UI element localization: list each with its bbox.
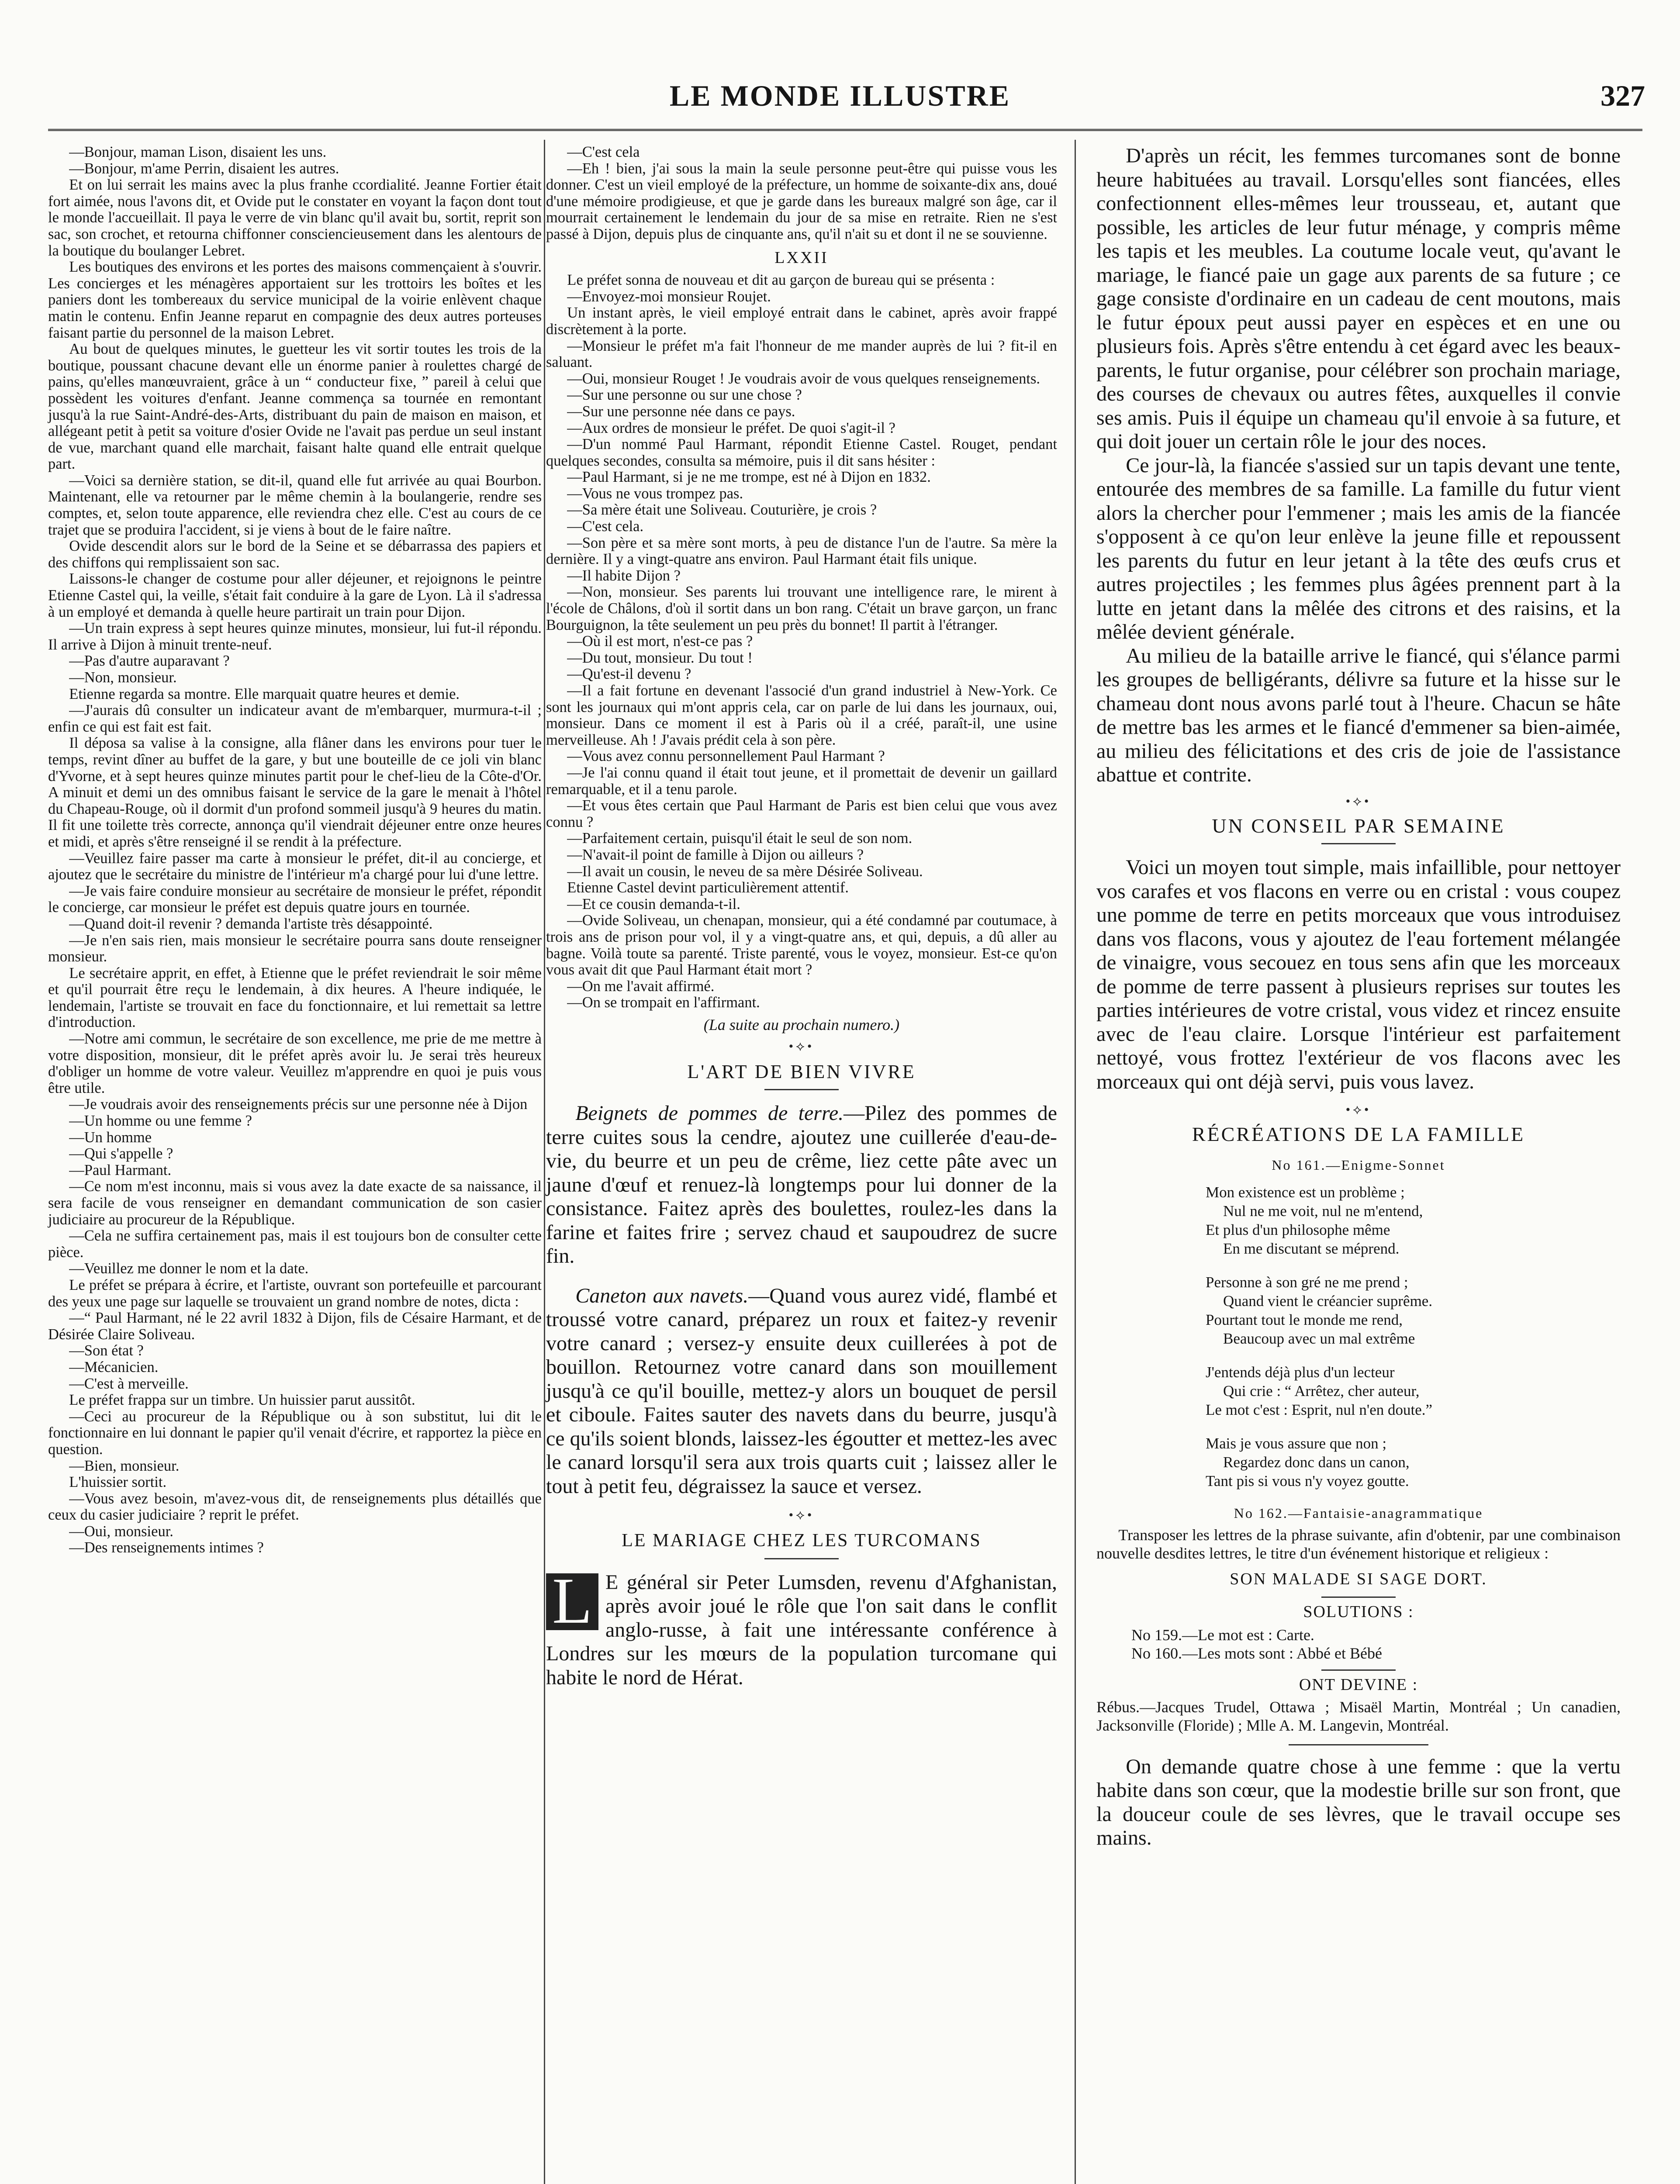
conseil-heading: UN CONSEIL PAR SEMAINE bbox=[1212, 814, 1505, 837]
paragraph: —Oui, monsieur. bbox=[69, 1523, 173, 1540]
paragraph: —Veuillez me donner le nom et la date. bbox=[69, 1260, 309, 1277]
paragraph: —Je vais faire conduire monsieur au secrétaire de monsieur le préfet, répondit le concierge, car monsieur le préfet est depuis quatre jours en tournée. bbox=[48, 882, 542, 916]
paragraph: —Ce nom m'est inconnu, mais si vous avez la date exacte de sa naissance, il sera facile de vous renseigner en demandant communication de son casier judiciaire au procureur de la République. bbox=[48, 1178, 542, 1228]
paragraph: —Notre ami commun, le secrétaire de son excellence, me prie de me mettre à votre disposition, monsieur, dit le préfet après avoir lu. Je serai très heureux d'obliger un homme de votre valeur. Veuillez m'apprendre en quoi je puis vous être utile. bbox=[48, 1030, 542, 1096]
paragraph: Un instant après, le vieil employé entrait dans le cabinet, après avoir frappé discrètement à la porte. bbox=[546, 304, 1057, 338]
paragraph: L'huissier sortit. bbox=[69, 1474, 167, 1491]
paragraph: —Bonjour, m'ame Perrin, disaient les autres. bbox=[69, 160, 339, 177]
to-be-continued: (La suite au prochain numero.) bbox=[703, 1016, 900, 1033]
paragraph: —Il avait un cousin, le neveu de sa mère Désirée Soliveau. bbox=[567, 863, 923, 880]
column-rule-2 bbox=[1075, 140, 1076, 2184]
paragraph: —Sur une personne née dans ce pays. bbox=[567, 403, 795, 420]
paragraph: —Où il est mort, n'est-ce pas ? bbox=[567, 633, 753, 650]
paragraph: —Il habite Dijon ? bbox=[567, 567, 681, 584]
paragraph: —Son état ? bbox=[69, 1342, 144, 1359]
paragraph: —Oui, monsieur Rouget ! Je voudrais avoir de vous quelques renseignements. bbox=[567, 370, 1040, 387]
poem-stanza bbox=[1206, 1273, 1621, 1348]
heading-rule bbox=[764, 1558, 839, 1559]
paragraph: —C'est à merveille. bbox=[69, 1375, 189, 1392]
chapter-heading: LXXII bbox=[774, 248, 829, 267]
paragraph: Le secrétaire apprit, en effet, à Etienne que le préfet reviendrait le soir même et qu'il pourrait être reçu le lendemain, à dix heures. A l'heure indiquée, le lendemain, l'artiste se trouvait en face du fonctionnaire, et lui remettait sa lettre d'introduction. bbox=[48, 964, 542, 1031]
solutions-heading: SOLUTIONS : bbox=[1303, 1602, 1414, 1621]
paragraph: Au milieu de la bataille arrive le fiancé, qui s'élance parmi les groupes de belligérants, délivre sa future et la hisse sur le chameau dont nous avons parlé tout à l'heure. Chacun se hâte de mettre bas les armes et le fiancé d'emmener sa bien-aimée, au milieu des félicitations et des cris de joie de l'assistance abattue et contrite. bbox=[1096, 644, 1621, 786]
enigme-title: No 161.—Enigme-Sonnet bbox=[1272, 1157, 1445, 1173]
paragraph: —On se trompait en l'affirmant. bbox=[567, 994, 760, 1011]
mariage-intro-text: E général sir Peter Lumsden, revenu d'Afghanistan, après avoir joué le rôle que l'on sait dans le conflit anglo-russe, à fait une intéressante conférence à Londres sur les mœurs de la population turcomane qui habite le nord de Hérat. bbox=[546, 1570, 1057, 1689]
paragraph: —Un homme ou une femme ? bbox=[69, 1113, 252, 1130]
paragraph: —Voici sa dernière station, se dit-il, quand elle fut arrivée au quai Bourbon. Maintenant, elle va retourner par le même chemin à la boulangerie, rendre ses comptes, et, selon toute apparence, elle reviendra chez elle. C'est au cours de ce trajet que se produira l'accident, si je viens à bout de le faire naître. bbox=[48, 472, 542, 538]
paragraph: —Et ce cousin demanda-t-il. bbox=[567, 895, 740, 912]
paragraph: —Ceci au procureur de la République ou à son substitut, lui dit le fonctionnaire en lui donnant le papier qu'il venait d'écrire, et rapportez la pièce en question. bbox=[48, 1408, 542, 1458]
recreations-heading: RÉCRÉATIONS DE LA FAMILLE bbox=[1192, 1123, 1525, 1145]
poem-line: Pourtant tout le monde me rend, bbox=[1206, 1311, 1403, 1328]
paragraph: Ovide descendit alors sur le bord de la Seine et se débarrassa des papiers et des chiffons qui remplissaient son sac. bbox=[48, 538, 542, 571]
poem-stanza bbox=[1206, 1434, 1621, 1490]
paragraph: —Vous avez connu personnellement Paul Harmant ? bbox=[567, 748, 885, 765]
paragraph: —Je voudrais avoir des renseignements précis sur une personne née à Dijon bbox=[69, 1096, 528, 1113]
recipe-text: —Pilez des pommes de terre cuites sous la cendre, ajoutez une cuillerée d'eau-de-vie, du beurre et un peu de crême, liez cette pâte avec un jaune d'œuf et renuez-là longtemps pour lui donner de la consistance. Faitez après des boulettes, roulez-les dans la farine et faites frire ; servez chaud et saupoudrez de sucre fin. bbox=[546, 1102, 1058, 1268]
ont-devine-text: Rébus.—Jacques Trudel, Ottawa ; Misaël Martin, Montréal ; Un canadien, Jacksonville (Floride) ; Mlle A. M. Langevin, Montréal. bbox=[1096, 1698, 1621, 1734]
newspaper-title: LE MONDE ILLUSTRE bbox=[669, 79, 1011, 112]
paragraph: —Vous avez besoin, m'avez-vous dit, de renseignements plus détaillés que ceux du casier judiciaire ? reprit le préfet. bbox=[48, 1490, 542, 1524]
masthead bbox=[0, 79, 1680, 131]
poem-line: En me discutant se méprend. bbox=[1223, 1240, 1400, 1257]
poem-line: Et plus d'un philosophe même bbox=[1206, 1221, 1390, 1238]
paragraph: —Je l'ai connu quand il était tout jeune, et il promettait de devenir un gaillard remarquable, et il a tenu parole. bbox=[546, 764, 1057, 798]
solutions-list bbox=[1131, 1626, 1621, 1662]
paragraph: —Mécanicien. bbox=[69, 1358, 159, 1375]
paragraph: —Cela ne suffira certainement pas, mais il est toujours bon de consulter cette pièce. bbox=[48, 1227, 542, 1261]
heading-rule bbox=[764, 1089, 839, 1090]
ornament-separator: •⟡• bbox=[788, 1039, 815, 1054]
art-de-bien-vivre-heading: L'ART DE BIEN VIVRE bbox=[687, 1061, 916, 1082]
heading-rule bbox=[1321, 843, 1396, 844]
paragraph: —Non, monsieur. bbox=[69, 669, 177, 686]
paragraph: —Il a fait fortune en devenant l'associé d'un grand industriel à New-York. Ce sont les journaux qui m'ont appris cela, car on parle de lui dans les journaux, oui, monsieur. Dans ce moment il est à Paris où il a créé, paraît-il, une usine merveilleuse. Ah ! J'avais prédit cela à son père. bbox=[546, 682, 1057, 748]
ornament-separator: •⟡• bbox=[1345, 794, 1372, 809]
paragraph: Etienne Castel devint particulièrement attentif. bbox=[567, 879, 849, 896]
poem-line: Qui crie : “ Arrêtez, cher auteur, bbox=[1223, 1382, 1420, 1400]
fantaisie-text: Transposer les lettres de la phrase suivante, afin d'obtenir, par une combinaison nouvelle desdites lettres, le titre d'un événement historique et religieux : bbox=[1096, 1526, 1621, 1562]
paragraph: Etienne regarda sa montre. Elle marquait quatre heures et demie. bbox=[69, 685, 460, 702]
header-rule bbox=[48, 129, 1642, 131]
paragraph: —Sa mère était une Soliveau. Couturière, je crois ? bbox=[567, 501, 877, 518]
paragraph: —Parfaitement certain, puisqu'il était le seul de son nom. bbox=[567, 830, 913, 847]
recipe-title: Beignets de pommes de terre. bbox=[575, 1102, 844, 1125]
heading-rule bbox=[1321, 1597, 1396, 1598]
paragraph: —Veuillez faire passer ma carte à monsieur le préfet, dit-il au concierge, et ajoutez que le secrétaire du ministre de l'intérieur m'a chargé pour lui d'une lettre. bbox=[48, 850, 542, 883]
conseil-text: Voici un moyen tout simple, mais infaillible, pour nettoyer vos carafes et vos flacons en verre ou en cristal : vous coupez une pomme de terre en petits morceaux que vous introduisez dans vos flacons, vous y ajoutez de l'eau fortement mélangée de vinaigre, vous secouez en tous sens afin que les morceaux de pomme de terre passent à plusieurs reprises sur toutes les parties intérieures de votre cristal, vous videz et rincez ensuite avec de l'eau claire. Lorsque l'intérieur est parfaitement nettoyé, vous frottez l'extérieur de vos flacons avec les morceaux qui ont déjà servi, puis vous lavez. bbox=[1096, 856, 1621, 1093]
poem-line: Mais je vous assure que non ; bbox=[1206, 1434, 1387, 1452]
ont-devine-heading: ONT DEVINE : bbox=[1299, 1675, 1418, 1694]
paragraph: Et on lui serrait les mains avec la plus franhe ccordialité. Jeanne Fortier était fort aimée, nous l'avons dit, et Ovide put le constater en voyant la façon dont tout le monde l'accueillait. Il paya le verre de vin blanc qu'il avait bu, sortit, reprit son sac, son crochet, et retourna chiffonner consciencieusement dans les alentours de la boutique du boulanger Lebret. bbox=[48, 176, 542, 259]
poem-line: Mon existence est un problème ; bbox=[1206, 1183, 1405, 1201]
paragraph: —Paul Harmant. bbox=[69, 1161, 172, 1178]
serial-story-part-1 bbox=[48, 144, 542, 1556]
column-3 bbox=[1096, 144, 1621, 1850]
paragraph: Le préfet se prépara à écrire, et l'artiste, ouvrant son portefeuille et parcourant des yeux une page sur laquelle se trouvaient un grand nombre de notes, dicta : bbox=[48, 1276, 542, 1310]
mariage-intro bbox=[546, 1564, 1057, 1690]
closing-maxim: On demande quatre chose à une femme : que la vertu habite dans son cœur, que la modestie brille sur son front, que la douceur coule de ses lèvres, que le travail occupe ses mains. bbox=[1096, 1755, 1621, 1849]
paragraph: —Paul Harmant, si je ne me trompe, est né à Dijon en 1832. bbox=[567, 469, 931, 486]
column-rule-1 bbox=[544, 140, 545, 2184]
paragraph: —Sur une personne ou sur une chose ? bbox=[567, 387, 802, 404]
paragraph: —Quand doit-il revenir ? demanda l'artiste très désappointé. bbox=[69, 915, 433, 932]
paragraph: —On me l'avait affirmé. bbox=[567, 978, 715, 995]
paragraph: —Son père et sa mère sont morts, à peu de distance l'un de l'autre. Sa mère la dernière. Il y a vingt-quatre ans environ. Paul Harmant était fils unique. bbox=[546, 534, 1057, 568]
poem-line: J'entends déjà plus d'un lecteur bbox=[1206, 1363, 1395, 1381]
enigme-sonnet bbox=[1206, 1183, 1621, 1490]
mariage-heading: LE MARIAGE CHEZ LES TURCOMANS bbox=[622, 1531, 982, 1551]
paragraph: Ce jour-là, la fiancée s'assied sur un tapis devant une tente, entourée des membres de sa famille. La famille du futur vient alors la chercher pour l'emmener ; mais les amis de la fiancée s'opposent à ce qu'on leur enlève la jeune fille et repoussent les parents du futur en leur jetant à la tête des œufs crus et autres projectiles ; les femmes plus âgées prennent part à la lutte en jetant dans la mêlée des citrons et des raisins, et la mêlée devient générale. bbox=[1096, 453, 1621, 643]
paragraph: —Pas d'autre auparavant ? bbox=[69, 653, 230, 670]
recipe-title: Caneton aux navets. bbox=[575, 1284, 749, 1307]
paragraph: Le préfet sonna de nouveau et dit au garçon de bureau qui se présenta : bbox=[567, 272, 995, 289]
paragraph: —D'un nommé Paul Harmant, répondit Etienne Castel. Rouget, pendant quelques secondes, consulta sa mémoire, puis il dit sans hésiter : bbox=[546, 436, 1057, 469]
paragraph: Les boutiques des environs et les portes des maisons commençaient à s'ouvrir. Les concierges et les ménagères apportaient sur les trottoirs les boîtes et les paniers dont les tombereaux du service municipal de la voirie enlèvent chaque matin le contenu. Enfin Jeanne reparut en compagnie des deux autres porteuses faisant partie du personnel de la maison Lebret. bbox=[48, 259, 542, 341]
paragraph: —Aux ordres de monsieur le préfet. De quoi s'agit-il ? bbox=[567, 419, 895, 436]
poem-line: Nul ne me voit, nul ne m'entend, bbox=[1223, 1202, 1423, 1220]
paragraph: Laissons-le changer de costume pour aller déjeuner, et rejoignons le peintre Etienne Castel qui, la veille, s'était fait conduire à la gare de Lyon. Là il s'adressa à un employé et demanda à quelle heure partirait un train pour Dijon. bbox=[48, 570, 542, 620]
poem-line: Regardez donc dans un canon, bbox=[1223, 1453, 1410, 1471]
paragraph: —Du tout, monsieur. Du tout ! bbox=[567, 649, 753, 666]
paragraph: Il déposa sa valise à la consigne, alla flâner dans les environs pour tuer le temps, revint dîner au buffet de la gare, y but une bouteille de ce joli vin blanc d'Yvorne, et à sept heures quinze minutes partit pour le chef-lieu de la Côte-d'Or. A minuit et demi un des omnibus faisant le service de la gare le menait à l'hôtel du Chapeau-Rouge, où il dormit d'un profond sommeil jusqu'à 9 heures du matin. Il fit une toilette très correcte, annonça qu'il viendrait déjeuner entre onze heures et midi, et après s'être renseigné il se rendit à la préfecture. bbox=[48, 735, 542, 850]
paragraph: —Non, monsieur. Ses parents lui trouvant une intelligence rare, le mirent à l'école de Châlons, d'où il sortit dans un bon rang. C'était un brave garçon, un franc Bourguignon, la tête seulement un peu près du bonnet! Il partit à l'étranger. bbox=[546, 584, 1057, 633]
paragraph: —Qu'est-il devenu ? bbox=[567, 666, 691, 683]
serial-story-part-2 bbox=[546, 144, 1057, 243]
paragraph: —J'aurais dû consulter un indicateur avant de m'embarquer, murmura-t-il ; enfin ce qui est fait est fait. bbox=[48, 702, 542, 735]
poem-line: Quand vient le créancier suprême. bbox=[1223, 1292, 1433, 1310]
mariage-continued bbox=[1096, 144, 1621, 787]
paragraph: —Et vous êtes certain que Paul Harmant de Paris est bien celui que vous avez connu ? bbox=[546, 797, 1057, 830]
ornament-separator: •⟡• bbox=[788, 1508, 815, 1523]
heading-rule bbox=[1321, 1669, 1396, 1671]
paragraph: —“ Paul Harmant, né le 22 avril 1832 à Dijon, fils de Césaire Harmant, et de Désirée Claire Soliveau. bbox=[48, 1310, 542, 1343]
fantaisie-title: No 162.—Fantaisie-anagrammatique bbox=[1234, 1505, 1483, 1521]
paragraph: —C'est cela. bbox=[567, 518, 644, 535]
paragraph: D'après un récit, les femmes turcomanes sont de bonne heure habituées au travail. Lorsqu'elles sont fiancées, elles confectionnent elles-mêmes leur trousseau, et, autant que possible, les articles de leur futur ménage, y compris même les tapis et les meubles. La coutume locale veut, qu'avant le mariage, le fiancé paie un gage aux parents de sa future ; ce gage consiste d'ordinaire en un cadeau de cent moutons, mais le futur époux peut aussi payer en espèces et en une ou plusieurs fois. Après s'être entendu à cet égard avec les beaux-parents, le futur organise, pour célébrer son prochain mariage, des courses de chevaux ou autres fêtes, auxquelles il convie ses amis. Puis il équipe un chameau qu'il envoie à sa future, et qui doit jouer un certain rôle le jour des noces. bbox=[1096, 144, 1621, 453]
poem-line: Beaucoup avec un mal extrême bbox=[1223, 1330, 1415, 1347]
poem-stanza bbox=[1206, 1363, 1621, 1419]
drop-cap-letter: L bbox=[546, 1573, 598, 1630]
paragraph: —Bonjour, maman Lison, disaient les uns. bbox=[69, 144, 327, 160]
poem-line: Le mot c'est : Esprit, nul n'en doute.” bbox=[1206, 1401, 1433, 1418]
paragraph: —Un homme bbox=[69, 1129, 152, 1146]
paragraph: —Qui s'appelle ? bbox=[69, 1145, 173, 1162]
paragraph: Le préfet frappa sur un timbre. Un huissier parut aussitôt. bbox=[69, 1392, 415, 1409]
paragraph: —N'avait-il point de famille à Dijon ou ailleurs ? bbox=[567, 846, 864, 863]
fantaisie-phrase: SON MALADE SI SAGE DORT. bbox=[1230, 1569, 1487, 1588]
paragraph: —C'est cela bbox=[567, 144, 640, 160]
heading-rule bbox=[1289, 1744, 1428, 1745]
column-1 bbox=[48, 144, 542, 1556]
recipe-beignets bbox=[546, 1102, 1057, 1268]
ornament-separator: •⟡• bbox=[1345, 1102, 1372, 1117]
recipe-text: —Quand vous aurez vidé, flambé et troussé votre canard, préparez un roux et faitez-y revenir votre canard ; versez-y ensuite deux cuillerées à pot de bouillon. Retournez votre canard dans son mouillement jusqu'à ce qu'il bouille, mettez-y alors un bouquet de persil et ciboule. Faites sauter des navets dans du beurre, jusqu'à ce qu'ils soient blonds, laissez-les égoutter et mettez-les avec le canard lorsqu'il sera aux trois quarts cuit ; laissez aller le tout à petit feu, dégraissez la sauce et versez. bbox=[546, 1284, 1058, 1498]
paragraph: —Bien, monsieur. bbox=[69, 1457, 180, 1474]
solution-item: No 160.—Les mots sont : Abbé et Bébé bbox=[1131, 1644, 1382, 1662]
poem-stanza bbox=[1206, 1183, 1621, 1258]
paragraph: —Eh ! bien, j'ai sous la main la seule personne peut-être qui puisse vous les donner. C'est un vieil employé de la préfecture, un homme de soixante-dix ans, doué d'une mémoire prodigieuse, et que je garde dans les bureaux malgré son âge, car il mourrait certainement le lendemain du jour de sa mise en retraite. Rien ne s'est passé à Dijon, depuis plus de cinquante ans, qu'il n'ait su et dont il ne se souvienne. bbox=[546, 160, 1057, 242]
chapter-text bbox=[546, 272, 1057, 1011]
recipe-caneton bbox=[546, 1284, 1057, 1499]
solution-item: No 159.—Le mot est : Carte. bbox=[1131, 1626, 1314, 1644]
poem-line: Personne à son gré ne me prend ; bbox=[1206, 1273, 1408, 1291]
paragraph: —Je n'en sais rien, mais monsieur le secrétaire pourra sans doute renseigner monsieur. bbox=[48, 932, 542, 965]
paragraph: Au bout de quelques minutes, le guetteur les vit sortir toutes les trois de la boutique, poussant chacune devant elle un énorme panier à roulettes chargé de pains, qu'elles manœuvraient, grâce à un “ conducteur fixe, ” pareil à celui que possèdent les voitures d'enfant. Jeanne commença sa tournée en remontant jusqu'à la rue Saint-André-des-Arts, distribuant du pain de maison en maison, et allégeant petit à petit sa voiture d'osier Ovide ne l'avait pas perdue un seul instant de vue, marchant quand elle marchait, faisant halte quand elle entrait quelque part. bbox=[48, 341, 542, 473]
poem-line: Tant pis si vous n'y voyez goutte. bbox=[1206, 1472, 1409, 1489]
paragraph: —Un train express à sept heures quinze minutes, monsieur, lui fut-il répondu. Il arrive à Dijon à minuit trente-neuf. bbox=[48, 620, 542, 653]
page-number: 327 bbox=[1600, 79, 1645, 112]
paragraph: —Ovide Soliveau, un chenapan, monsieur, qui a été condamné par coutumace, à trois ans de prison pour vol, il y a vingt-quatre ans, et qui, depuis, a dû aller au bagne. Voilà toute sa parenté. Triste parenté, vous le voyez, monsieur. Est-ce qu'on vous avait dit que Paul Harmant était mort ? bbox=[546, 912, 1057, 978]
paragraph: —Monsieur le préfet m'a fait l'honneur de me mander auprès de lui ? fit-il en saluant. bbox=[546, 337, 1057, 371]
paragraph: —Des renseignements intimes ? bbox=[69, 1539, 264, 1556]
column-2 bbox=[546, 144, 1057, 1690]
paragraph: —Vous ne vous trompez pas. bbox=[567, 485, 743, 502]
paragraph: —Envoyez-moi monsieur Roujet. bbox=[567, 288, 771, 305]
